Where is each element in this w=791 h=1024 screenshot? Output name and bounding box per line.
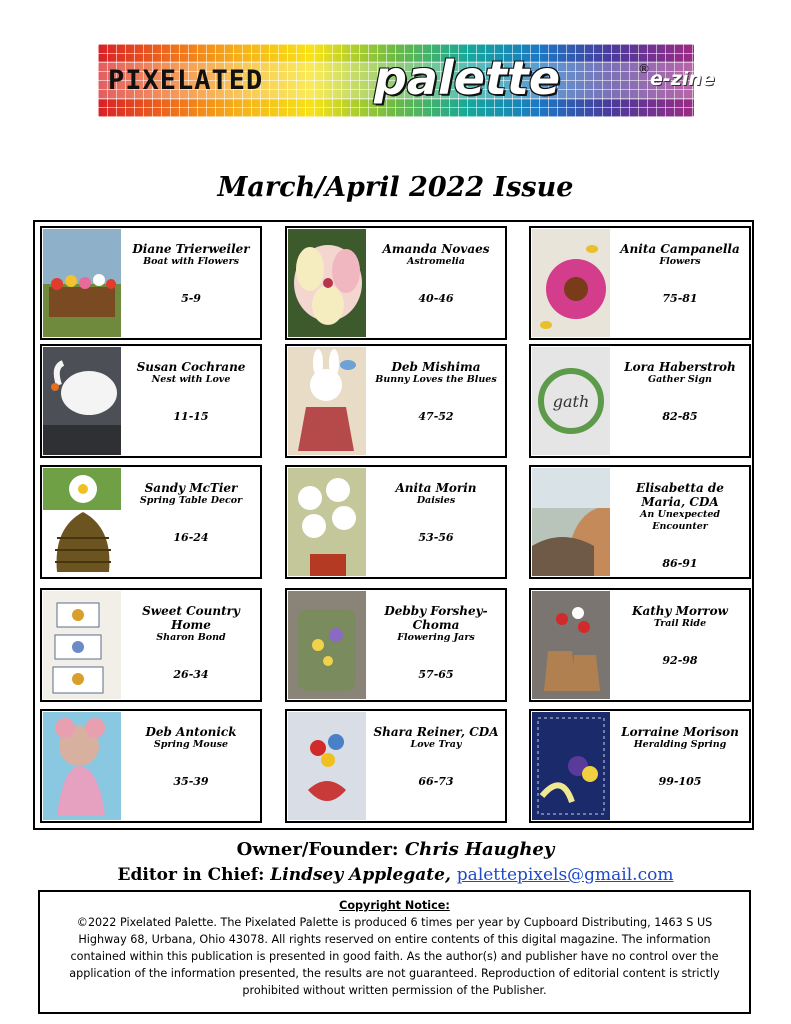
article-text [615,242,745,306]
article-project: Bunny Loves the Blues [375,374,497,385]
article-card[interactable] [529,226,751,340]
article-project: Daisies [416,495,456,506]
boat-flowers-painting [43,229,121,337]
article-text [126,481,256,545]
article-project: Sharon Bond [156,632,226,643]
article-pages: 82-85 [662,410,698,423]
editor-email-link[interactable]: palettepixels@gmail.com [456,865,674,885]
article-artist: Deb Mishima [391,360,481,374]
article-project: Love Tray [410,739,462,750]
article-artist: Diane Trierweiler [132,242,250,256]
article-card[interactable] [285,344,507,458]
article-text [615,481,745,571]
svg-text:gath: gath [552,392,590,411]
article-pages: 92-98 [662,654,698,667]
article-pages: 66-73 [418,775,454,788]
article-project: Spring Mouse [153,739,229,750]
article-artist: Shara Reiner, CDA [373,725,499,739]
article-text [126,725,256,789]
article-card[interactable] [285,465,507,579]
logo-pixelated-text: PIXELATED [108,65,264,96]
article-artist: Kathy Morrow [632,604,728,618]
article-pages: 26-34 [173,668,209,681]
article-project: Heralding Spring [633,739,727,750]
article-pages: 40-46 [418,292,454,305]
article-pages: 75-81 [662,292,698,305]
article-project: Astromelia [407,256,465,267]
articles-grid [33,220,754,830]
article-project: Flowering Jars [397,632,475,643]
article-artist: Debby Forshey-Choma [384,604,488,632]
article-card[interactable] [529,465,751,579]
mouse-painting [43,712,121,820]
article-pages: 35-39 [173,775,209,788]
article-text [371,242,501,306]
flower-jar-painting [288,591,366,699]
copyright-notice [38,890,751,1014]
cowboy-boots-flowers-painting [532,591,610,699]
owner-line [0,836,791,864]
article-text [615,725,745,789]
article-artist: Anita Morin [395,481,477,495]
article-card[interactable] [285,709,507,823]
article-artist: Sandy McTier [144,481,238,495]
pixelated-palette-logo [98,44,715,117]
article-artist: Anita Campanella [620,242,740,256]
article-artist: Elisabetta de Maria, CDA [636,481,724,509]
article-text [371,604,501,682]
article-card[interactable] [40,344,262,458]
article-pages: 57-65 [418,668,454,681]
daisies-vase-painting [288,468,366,576]
woman-seal-beach-painting [532,468,610,576]
article-pages: 99-105 [658,775,702,788]
article-project: Boat with Flowers [143,256,239,267]
article-artist: Susan Cochrane [136,360,246,374]
article-project: Trail Ride [653,618,707,629]
article-text [126,242,256,306]
article-text [126,360,256,424]
article-project: Gather Sign [648,374,712,385]
article-text [371,725,501,789]
love-tray-painting [288,712,366,820]
bunny-painting [288,347,366,455]
beehive-daisy-painting [43,468,121,576]
article-card[interactable] [40,226,262,340]
article-card[interactable] [529,709,751,823]
article-project: Nest with Love [151,374,231,385]
article-card[interactable] [529,344,751,458]
copyright-heading: Copyright Notice: [339,899,450,912]
editor-name: Lindsey Applegate, [270,865,451,885]
article-pages: 47-52 [418,410,454,423]
article-text [615,604,745,668]
owner-label: Owner/Founder: [236,839,399,860]
pink-coneflower-bees-painting [532,229,610,337]
swan-painting [43,347,121,455]
article-text [126,604,256,682]
article-card[interactable] [40,465,262,579]
article-artist: Lora Haberstroh [624,360,736,374]
article-card[interactable] [285,588,507,702]
editor-line [0,862,791,888]
article-pages: 86-91 [662,557,698,570]
article-project: An Unexpected Encounter [639,509,721,532]
article-pages: 11-15 [173,410,209,423]
issue-title: March/April 2022 Issue [217,172,574,203]
article-card[interactable] [40,709,262,823]
article-artist: Deb Antonick [145,725,237,739]
gather-wreath-painting [532,347,610,455]
article-pages: 16-24 [173,531,209,544]
article-text [615,360,745,424]
pansy-lace-painting [532,712,610,820]
article-project: Flowers [659,256,701,267]
article-artist: Lorraine Morison [621,725,739,739]
logo-ezine-text: e-zine [650,68,715,90]
article-text [371,481,501,545]
lily-flower-painting [288,229,366,337]
article-card[interactable] [285,226,507,340]
article-artist: Amanda Novaes [382,242,490,256]
article-card[interactable] [529,588,751,702]
article-text [371,360,501,424]
article-pages: 53-56 [418,531,454,544]
article-artist: Sweet Country Home [142,604,240,632]
article-pages: 5-9 [181,292,201,305]
editor-label: Editor in Chief: [117,865,265,885]
article-card[interactable] [40,588,262,702]
teacups-painting [43,591,121,699]
owner-name: Chris Haughey [404,839,555,860]
logo-palette-text: palette [374,51,561,105]
logo-registered-mark: ® [638,62,650,76]
copyright-body: ©2022 Pixelated Palette. The Pixelated Palette is produced 6 times per year by Cupboard Distributing, 1463 S US Highway 68, Urbana, Ohio 43078. All rights reserved on entire contents of this digital magazine. The information contained within this publication is presented in good faith. As the author(s) and publisher have no control over the application of the information presented, the results are not guaranteed. Reproduction of editorial content is strictly prohibited without written permission of the Publisher. [69,916,720,997]
article-project: Spring Table Decor [139,495,243,506]
